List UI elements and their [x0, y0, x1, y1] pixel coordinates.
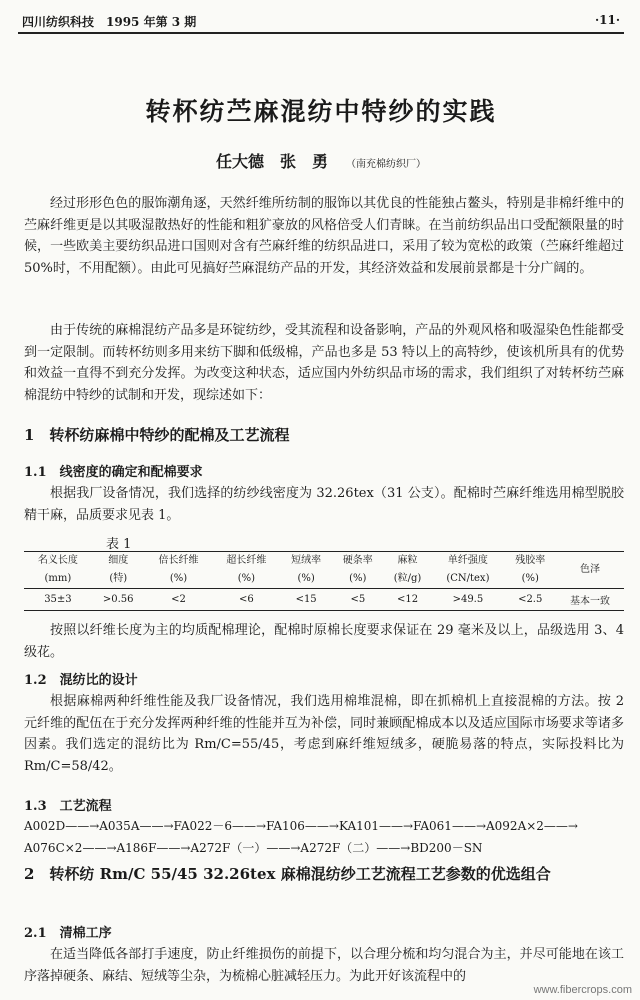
table-cell: <6 [212, 589, 280, 611]
table-header: 细度 [92, 552, 145, 571]
affiliation: （南充棉纺织厂） [346, 159, 426, 170]
table-header: 残胶率 [504, 552, 556, 571]
table-unit: (%) [504, 570, 556, 589]
section-2-heading: 2 转杯纺 Rm/C 55/45 32.26tex 麻棉混纺纱工艺流程工艺参数的优选组合 [24, 865, 551, 883]
table-header: 短绒率 [280, 552, 332, 571]
table-cell: <2 [145, 589, 213, 611]
author-line [18, 149, 624, 172]
paragraph-cotton-grade: 按照以纤维长度为主的均质配棉理论，配棉时原棉长度要求保证在 29 毫米及以上，品级选用 3、4 级花。 [24, 623, 624, 660]
intro-paragraph-1: 经过形形色色的服饰潮角逐，天然纤维所纺制的服饰以其优良的性能独占鳌头，特别是非棉纤维中的苎麻纤维更是以其吸湿散热好的性能和粗犷豪放的风格倍受人们青睐。在当前纺织品出口受配额限量的时候，一些欧美主要纺织品进口国则对含有苎麻纤维的纺织品进口，采用了较为宽松的政策（苎麻纤维超过 50%时，不用配额）。由此可见搞好苎麻混纺产品的开发，其经济效益和发展前景都是十分广阔的。 [24, 196, 624, 276]
table-unit: (%) [212, 570, 280, 589]
table-cell: 35±3 [24, 589, 92, 611]
table-unit: (粒/g) [384, 570, 432, 589]
table-unit: (%) [145, 570, 213, 589]
table-unit: (%) [332, 570, 384, 589]
subsection-1-1-heading: 1.1 线密度的确定和配棉要求 [24, 465, 203, 480]
section-1-heading: 1 转杯纺麻棉中特纱的配棉及工艺流程 [24, 426, 290, 444]
watermark-text: www.fibercrops.com [533, 984, 632, 996]
journal-issue: 四川纺织科技 1995 年第 3 期 [22, 15, 197, 29]
table-header: 名义长度 [24, 552, 92, 571]
table-cell: <5 [332, 589, 384, 611]
process-flow-line-1: A002D——→A035A——→FA022－6——→FA106——→KA101——→FA061——→A092A×2——→ [24, 819, 578, 833]
running-header [18, 10, 624, 34]
table-cell: <2.5 [504, 589, 556, 611]
table-header: 色泽 [556, 552, 624, 589]
table-unit: (CN/tex) [431, 570, 504, 589]
table-cell: <12 [384, 589, 432, 611]
subsection-2-1-heading: 2.1 清棉工序 [24, 926, 112, 941]
table-unit: (特) [92, 570, 145, 589]
table-unit: (mm) [24, 570, 92, 589]
table-cell: >0.56 [92, 589, 145, 611]
paragraph-opening-process: 在适当降低各部打手速度，防止纤维损伤的前提下，以合理分梳和均匀混合为主，并尽可能地在该工序落掉硬条、麻结、短绒等尘杂，为梳棉心脏减轻压力。为此开好该流程中的 [24, 947, 624, 984]
paragraph-linear-density: 根据我厂设备情况，我们选择的纺纱线密度为 32.26tex（31 公支）。配棉时苎麻纤维选用棉型脱胶精干麻，品质要求见表 1。 [24, 486, 624, 523]
table-row [24, 589, 624, 611]
authors: 任大德 张 勇 [215, 152, 328, 171]
table-header: 硬条率 [332, 552, 384, 571]
table-header: 麻粒 [384, 552, 432, 571]
intro-paragraph-2: 由于传统的麻棉混纺产品多是环锭纺纱，受其流程和设备影响，产品的外观风格和吸湿染色性能都受到一定限制。而转杯纺则多用来纺下脚和低级棉，产品也多是 53 特以上的高特纱，使该机所具有的优势和效益一直得不到充分发挥。为改变这种状态，适应国内外纺织品市场的需求，我们组织了对转杯纺苎麻棉混纺中特纱的试制和开发，现综述如下： [24, 323, 624, 403]
table-cell: 基本一致 [556, 589, 624, 611]
page-number: ·11· [594, 13, 620, 27]
table-header: 单纤强度 [431, 552, 504, 571]
process-flow-line-2: A076C×2——→A186F——→A272F（一）——→A272F（二）——→BD200－SN [24, 841, 483, 855]
table-1 [24, 551, 624, 611]
table-cell: <15 [280, 589, 332, 611]
table-header: 倍长纤维 [145, 552, 213, 571]
table-unit: (%) [280, 570, 332, 589]
table-cell: >49.5 [431, 589, 504, 611]
table-1-caption: 表 1 [106, 537, 132, 552]
paper-page [18, 0, 626, 1000]
article-title: 转杯纺苎麻混纺中特纱的实践 [145, 97, 497, 126]
paragraph-blend-ratio: 根据麻棉两种纤维性能及我厂设备情况，我们选用棉堆混棉，即在抓棉机上直接混棉的方法。按 2 元纤维的配伍在于充分发挥两种纤维的性能并互为补偿，同时兼顾配棉成本以及适应国际市场要求等诸多因素。我们选定的混纺比为 Rm/C=55/45，考虑到麻纤维短绒多，硬脆易落的特点，实际投料比为 Rm/C=58/42。 [24, 694, 624, 774]
subsection-1-3-heading: 1.3 工艺流程 [24, 799, 112, 814]
subsection-1-2-heading: 1.2 混纺比的设计 [24, 673, 138, 688]
table-header: 超长纤维 [212, 552, 280, 571]
